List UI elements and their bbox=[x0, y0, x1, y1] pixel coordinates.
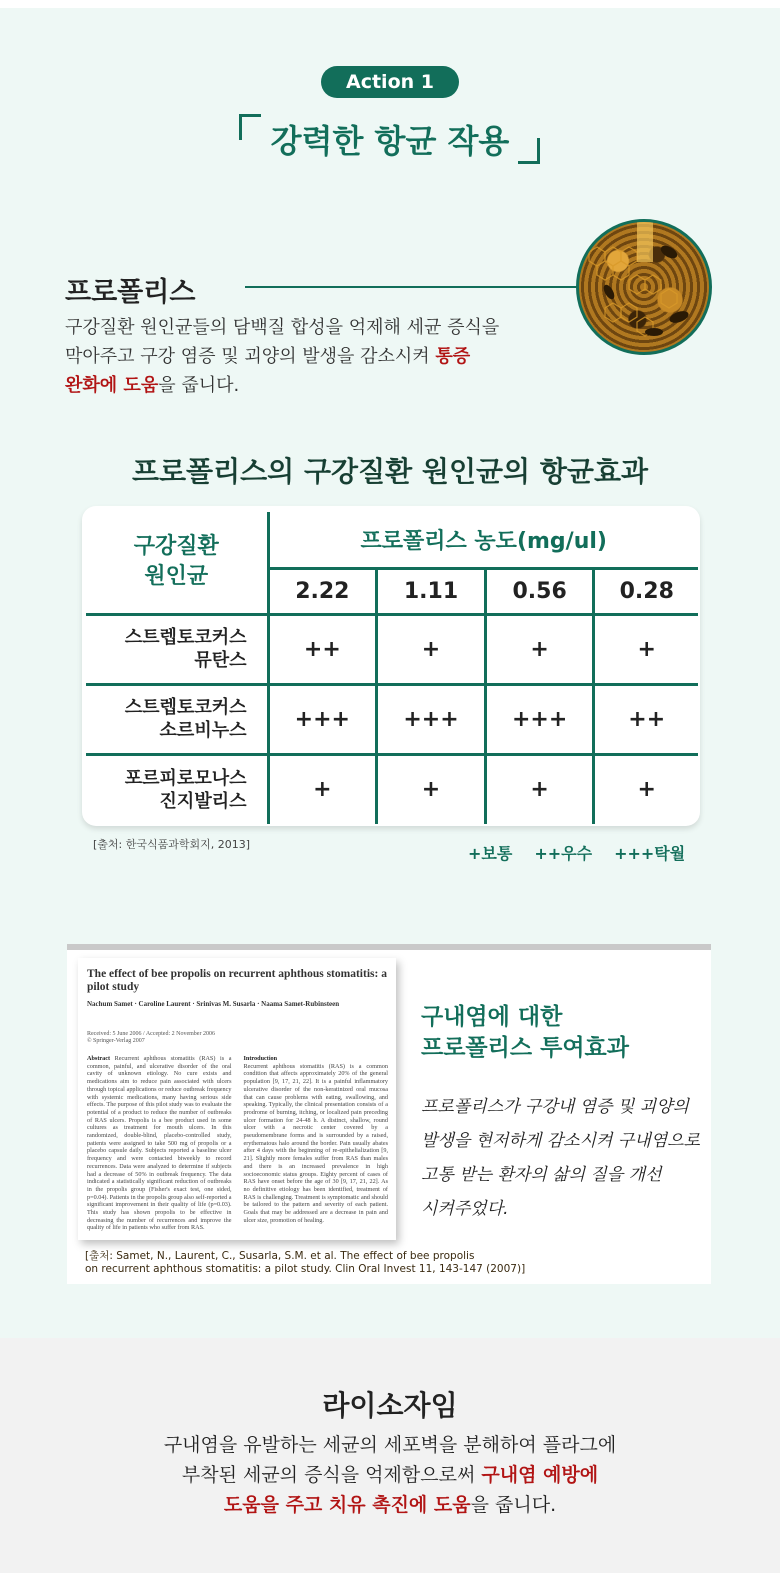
lysozyme-line-3 bbox=[0, 1490, 780, 1520]
bracket-right-icon bbox=[518, 138, 540, 164]
value-cell: + bbox=[485, 614, 594, 684]
bacteria-name-line-1: 스트렙토코커스 bbox=[124, 627, 247, 648]
concentration-cell: 0.56 bbox=[485, 568, 594, 614]
antibacterial-table bbox=[86, 512, 698, 824]
value-cell: ++ bbox=[268, 614, 377, 684]
paper-abstract bbox=[87, 1055, 232, 1232]
value-cell: + bbox=[594, 614, 698, 684]
bacteria-name bbox=[86, 684, 268, 754]
propolis-desc-line-2 bbox=[65, 342, 565, 371]
action-badge: Action 1 bbox=[321, 66, 459, 98]
section-title-wrap bbox=[0, 108, 780, 168]
concentration-cell: 2.22 bbox=[295, 578, 350, 604]
lysozyme-line-2 bbox=[0, 1460, 780, 1490]
top-strip bbox=[0, 0, 780, 8]
value-cell: ++ bbox=[594, 684, 698, 754]
paper-authors: Nachum Samet · Caroline Laurent · Srinivas M. Susarla · Naama Samet-Rubinsteen bbox=[87, 1000, 340, 1008]
paper-source bbox=[85, 1250, 525, 1276]
ulcer-text-line: 시켜주었다. bbox=[421, 1199, 509, 1219]
honeycomb-bee-image bbox=[576, 219, 712, 355]
row-header-line-1: 구강질환 bbox=[133, 534, 219, 560]
bacteria-name-line-1: 스트렙토코커스 bbox=[124, 697, 247, 718]
ulcer-text-line: 프로폴리스가 구강내 염증 및 괴양의 bbox=[421, 1097, 689, 1117]
lysozyme-line-1: 구내염을 유발하는 세균의 세포벽을 분해하여 플라그에 bbox=[163, 1434, 617, 1456]
value-cell: +++ bbox=[485, 684, 594, 754]
ulcer-title bbox=[421, 1002, 629, 1064]
intro-label: Introduction bbox=[243, 1055, 278, 1062]
value-cell: + bbox=[377, 614, 486, 684]
bacteria-name-line-2: 진지발리스 bbox=[159, 790, 247, 812]
abstract-label: Abstract bbox=[87, 1055, 111, 1062]
lysozyme-title: 라이소자임 bbox=[322, 1389, 458, 1422]
paper-copyright: © Springer-Verlag 2007 bbox=[87, 1038, 145, 1044]
propolis-description bbox=[65, 313, 565, 400]
value-cell: + bbox=[268, 754, 377, 824]
abstract-text: Recurrent aphthous stomatitis (RAS) is a common, painful, and ulcerative disorder of the oral cavity of unknown etiology. No cure exists and medications aim to reduce pain associated with ulcers through topical applications or reduce outbreak frequency with systemic medications, many having serious side effects. The purpose of this pilot study was to evaluate the potential of a product to reduce the number of outbreaks of RAS ulcers. Propolis is a bee product used in some cultures as treatment for mouth ulcers. In this randomized, double-blind, placebo-controlled study, patients were assigned to take 500 mg of propolis or a placebo capsule daily. Subjects reported a baseline ulcer frequency and were contacted biweekly to record recurrences. Data were analyzed to determine if subjects had a decrease of 50% in outbreak frequency. The data indicated a statistically significant reduction of outbreaks in the propolis group (Fisher's exact test, one sided, p=0.04). Patients in the propolis group also self-reported a significant improvement in their quality of life (p=0.03). This study has shown propolis to be effective in decreasing the number of recurrences and improve the quality of life in patients who suffer from RAS. bbox=[87, 1055, 232, 1232]
legend-item: ++우수 bbox=[534, 844, 593, 863]
paper-title: The effect of bee propolis on recurrent aphthous stomatitis: a pilot study bbox=[87, 968, 387, 993]
propolis-desc-line-3 bbox=[65, 371, 565, 400]
table-title: 프로폴리스의 구강질환 원인균의 항균효과 bbox=[131, 455, 649, 488]
ulcer-text bbox=[421, 1090, 701, 1226]
ulcer-title-line-2: 프로폴리스 투여효과 bbox=[421, 1035, 629, 1061]
heading-divider bbox=[245, 286, 585, 288]
section-title: 강력한 항균 작용 bbox=[270, 122, 510, 160]
paper-columns bbox=[87, 1055, 388, 1232]
lysozyme-highlight: 도움을 주고 치유 촉진에 도움 bbox=[223, 1494, 471, 1516]
ulcer-text-line: 고통 받는 환자의 삶의 질을 개선 bbox=[421, 1165, 662, 1185]
legend-item: +++탁월 bbox=[614, 844, 686, 863]
ulcer-text-line: 발생을 현저하게 감소시켜 구내염으로 bbox=[421, 1131, 700, 1151]
paper-source-line-1: [출처: Samet, N., Laurent, C., Susarla, S.M. et al. The effect of bee propolis bbox=[85, 1250, 475, 1262]
table-row bbox=[86, 754, 698, 824]
bacteria-name-line-1: 포르피로모나스 bbox=[124, 767, 247, 789]
lysozyme-text: 을 줍니다. bbox=[470, 1494, 557, 1516]
bacteria-name-line-2: 소르비누스 bbox=[159, 720, 247, 741]
concentration-cell: 1.11 bbox=[377, 568, 486, 614]
desc-text: 을 줍니다. bbox=[158, 375, 240, 396]
legend-item: +보통 bbox=[468, 844, 513, 863]
bacteria-name bbox=[86, 754, 268, 824]
paper-image bbox=[78, 958, 396, 1240]
paper-introduction bbox=[244, 1055, 389, 1232]
concentration-header: 프로폴리스 농도(mg/ul) bbox=[268, 512, 698, 568]
table-legend bbox=[468, 841, 707, 864]
lysozyme-text: 부착된 세균의 증식을 억제함으로써 bbox=[181, 1464, 482, 1486]
value-cell: + bbox=[377, 754, 486, 824]
desc-highlight: 완화에 도움 bbox=[65, 375, 159, 396]
table-source: [출처: 한국식품과학회지, 2013] bbox=[93, 838, 251, 851]
paper-received-line: Received: 5 June 2006 / Accepted: 2 November 2006 bbox=[87, 1031, 215, 1037]
propolis-heading: 프로폴리스 bbox=[65, 277, 196, 308]
desc-text: 막아주고 구강 염증 및 괴양의 발생을 감소시켜 bbox=[65, 346, 436, 367]
value-cell: +++ bbox=[377, 684, 486, 754]
row-header bbox=[86, 512, 268, 614]
concentration-cell: 0.28 bbox=[594, 568, 698, 614]
lysozyme-description bbox=[0, 1430, 780, 1520]
bacteria-name bbox=[86, 614, 268, 684]
value-cell: + bbox=[594, 754, 698, 824]
paper-received bbox=[87, 1031, 388, 1045]
table-row bbox=[86, 614, 698, 684]
value-cell: +++ bbox=[268, 684, 377, 754]
bacteria-name-line-2: 뮤탄스 bbox=[194, 650, 247, 671]
lysozyme-highlight: 구내염 예방에 bbox=[481, 1464, 599, 1486]
paper-source-line-2: on recurrent aphthous stomatitis: a pilot study. Clin Oral Invest 11, 143-147 (2007)] bbox=[85, 1263, 526, 1275]
row-header-line-2: 원인균 bbox=[144, 564, 209, 590]
table-row bbox=[86, 684, 698, 754]
value-cell: + bbox=[485, 754, 594, 824]
desc-highlight: 통증 bbox=[435, 346, 471, 367]
ulcer-title-line-1: 구내염에 대한 bbox=[421, 1004, 563, 1030]
intro-text: Recurrent aphthous stomatitis (RAS) is a common condition that affects approximately 20% of the general population [9, 17, 21, 22]. It is a painful inflammatory ulcerative disorder of the non-keratinized oral mucosa that can cause problems with eating, swallowing, and speaking. Typically, the clinical presentation consists of a prodrome of burning, itching, or localized pain preceding ulcer formation for 24-48 h. A distinct, shallow, round ulcer with a necrotic center covered by a pseudomembrane forms and is surrounded by a raised, erythematous halo around the border. Pain usually abates after 4 days with the beginning of re-epithelialization [9, 21]. Slightly more females suffer from RAS than males and there is an increased prevalence in high socioeconomic status groups. Eighty percent of cases of RAS have onset before the age of 30 [9, 17, 21, 22]. As no definitive etiology has been identified, treatment of RAS is challenging. Treatment is symptomatic and should be tailored to the pattern and severity of each patient. Goals that may be addressed are a decrease in pain and ulcer size, promotion of healing. bbox=[243, 1062, 388, 1224]
propolis-desc-line-1: 구강질환 원인균들의 담백질 합성을 억제해 세균 증식을 bbox=[65, 317, 500, 338]
